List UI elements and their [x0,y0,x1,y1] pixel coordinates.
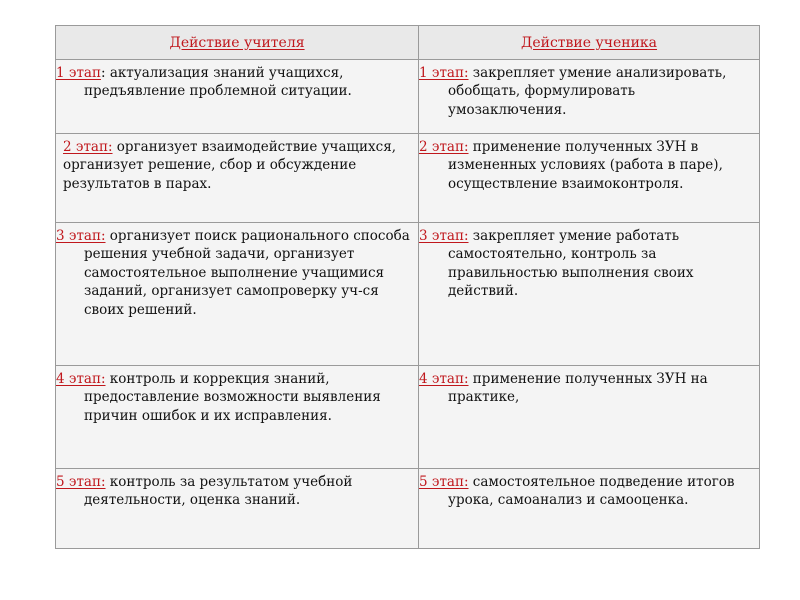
table-row [56,469,760,549]
table-row [56,134,760,223]
teacher-cell [56,469,419,549]
student-text: применение полученных ЗУН на практике, [448,371,708,406]
student-cell [419,366,760,469]
table-row [56,366,760,469]
student-text: закрепляет умение работать самостоятельно, контроль за правильностью выполнения своих действий. [448,228,694,300]
stage-label: 4 этап: [56,371,106,387]
student-text: самостоятельное подведение итогов урока, самоанализ и самооценка. [448,474,735,509]
header-teacher-action: Действие учителя [56,26,419,60]
teacher-text: организует взаимодействие учащихся, организует решение, сбор и обсуждение результатов в парах. [63,139,397,192]
header-student-action: Действие ученика [419,26,760,60]
teacher-cell [56,223,419,366]
stage-label: 3 этап: [419,228,469,244]
student-cell [419,134,760,223]
student-text: применение полученных ЗУН в измененных условиях (работа в паре), осуществление взаимоконтроля. [448,139,723,192]
teacher-cell [56,366,419,469]
table-row [56,223,760,366]
stage-separator: : [100,65,106,81]
student-cell [419,60,760,134]
stage-label: 1 этап [56,65,101,81]
stage-label: 5 этап: [56,474,106,490]
teacher-text: контроль за результатом учебной деятельности, оценка знаний. [84,474,353,509]
table-row [56,60,760,134]
stage-label: 4 этап: [419,371,469,387]
student-cell [419,223,760,366]
stage-label: 5 этап: [419,474,469,490]
table-header-row [56,26,760,60]
stage-label: 2 этап: [419,139,469,155]
teacher-cell [56,60,419,134]
stage-label: 3 этап: [56,228,106,244]
teacher-text: актуализация знаний учащихся, предъявление проблемной ситуации. [84,65,352,100]
teacher-cell [56,134,419,223]
teacher-text: организует поиск рационального способа решения учебной задачи, организует самостоятельное выполнение учащимися заданий, организует самопроверку уч-ся своих решений. [84,228,410,318]
student-text: закрепляет умение анализировать, обобщать, формулировать умозаключения. [448,65,727,118]
stages-table [55,25,760,549]
student-cell [419,469,760,549]
teacher-text: контроль и коррекция знаний, предоставление возможности выявления причин ошибок и их исправления. [84,371,381,424]
stage-label: 1 этап: [419,65,469,81]
stage-label: 2 этап: [63,139,113,155]
